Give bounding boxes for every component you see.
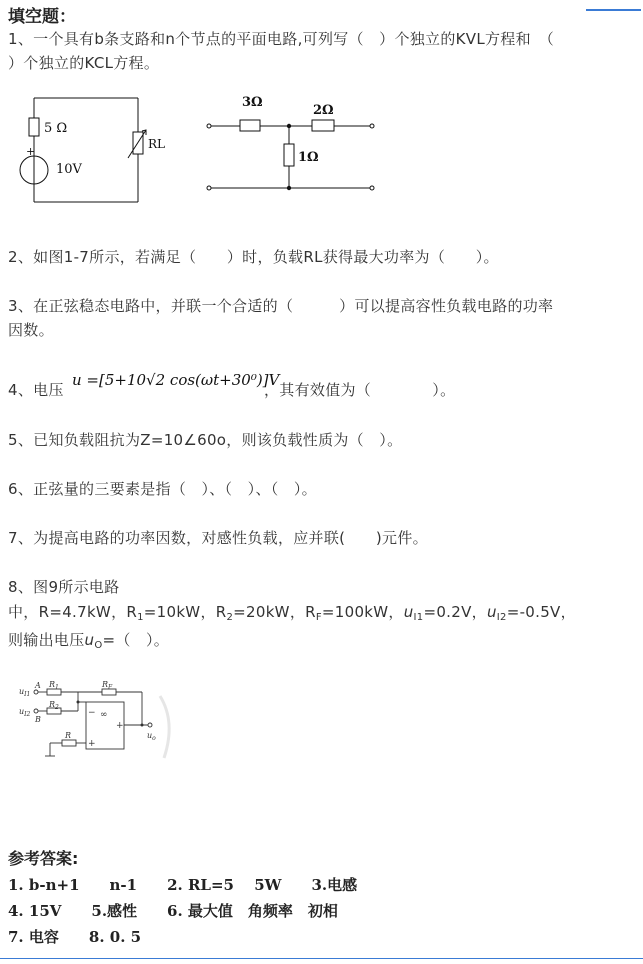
question-7: 7、为提高电路的功率因数，对感性负载，应并联( )元件。 [8,529,428,547]
ui2-label: $u_{I2}$ [19,707,31,718]
node-a-label: A [35,681,41,690]
answers-title: 参考答案: [8,849,79,868]
node-b-label: B [35,715,41,724]
answers-line-1: 1. b-n+1 n-1 2. RL=5 5W 3.电感 [8,876,358,894]
input-terminal-b [34,709,38,713]
question-4-suffix: ，其有效值为（ ）。 [264,381,456,399]
circuit-diagram-2 [200,90,380,200]
bottom-divider [0,958,643,959]
resistor-r [62,740,76,746]
section-title: 填空题： [8,7,76,27]
uo-label: $u_o$ [147,731,156,742]
output-plus-sign: + [116,721,124,731]
resistor-r1 [47,689,61,695]
infinity-symbol: ∞ [100,710,108,720]
question-3-line-2: 因数。 [8,321,54,339]
answers-line-3: 7. 电容 8. 0. 5 [8,928,142,946]
question-1-line-1: 1、一个具有b条支路和n个节点的平面电路,可列写（ ）个独立的KVL方程和 （ [8,30,554,48]
resistor-1-ohm [284,144,294,166]
question-2: 2、如图1-7所示，若满足（ ）时，负载RL获得最大功率为（ ）。 [8,248,499,266]
voltage-label: 10V [56,162,82,177]
resistor-2-ohm [312,120,334,131]
question-8-line-2: 中，R=4.7kW，$R_1=10kW$，$R_2=20kW$，$R_F=100kW$，$u_{I1}=0.2V$，$u_{I2}=-0.5V$， [8,603,576,623]
r2-label: 2Ω [313,103,334,118]
answers-line-2: 4. 15V 5.感性 6. 最大值 角频率 初相 [8,902,338,920]
plus-sign: + [26,145,36,158]
op-amp-circuit [14,680,174,766]
r2-label: $R_2$ [49,700,59,711]
r3-label: 3Ω [242,95,263,110]
rf-label: $R_F$ [102,680,113,691]
question-8-line-1: 8、图9所示电路 [8,578,120,596]
ui1-label: $u_{I1}$ [19,687,31,698]
question-3-line-1: 3、在正弦稳态电路中，并联一个合适的（ ）可以提高容性负载电路的功率 [8,297,554,315]
voltage-formula: u =[5+10√2 cos(ωt+30⁰)]V [72,371,280,389]
r1-label: $R_1$ [49,680,59,691]
question-8-line-3: 则输出电压$u_O=$（ ）。 [8,631,170,651]
resistor-3-ohm [240,120,260,131]
input-terminal-a [34,690,38,694]
resistor-5-ohm [29,118,39,136]
inverting-input-sign: − [88,708,96,718]
circuit-diagram-1 [12,92,166,208]
r1-label: 1Ω [298,150,319,165]
resistor-label: 5 Ω [44,121,68,136]
r-label: R [65,731,72,740]
rl-label: RL [148,137,166,151]
top-accent-line [586,9,641,11]
output-terminal [148,723,152,727]
question-4-prefix: 4、电压 [8,381,64,399]
question-1-line-2: ）个独立的KCL方程。 [8,54,160,72]
noninverting-input-sign: + [88,739,96,749]
question-6: 6、正弦量的三要素是指（ ）、（ ）、（ ）。 [8,480,317,498]
question-5: 5、已知负载阻抗为Z=10∠60o，则该负载性质为（ ）。 [8,431,403,449]
